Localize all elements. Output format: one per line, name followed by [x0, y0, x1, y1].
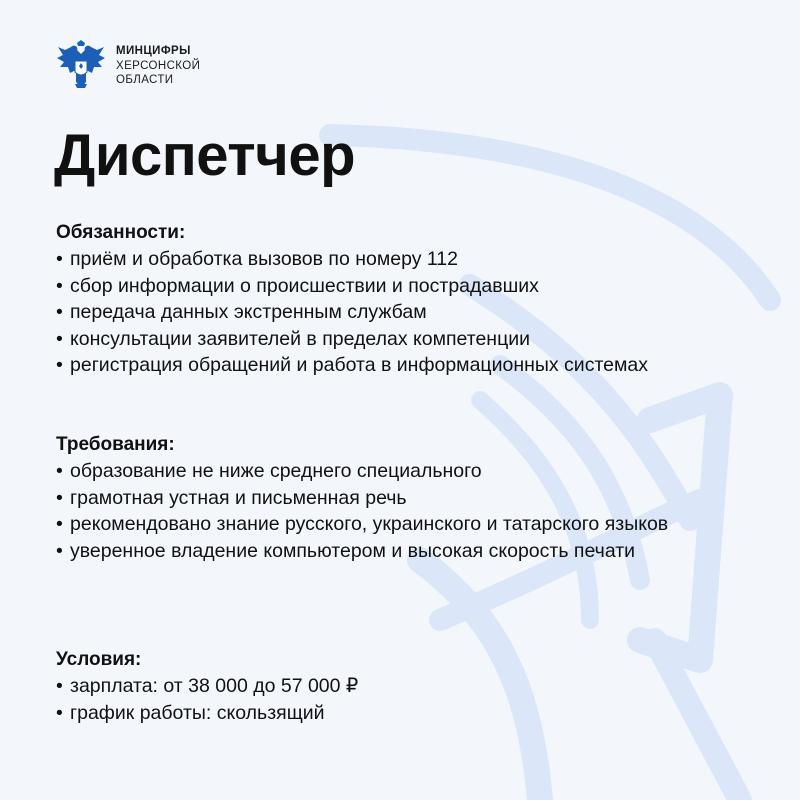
list-item: • рекомендовано знание русского, украинского и татарского языков [56, 511, 746, 538]
list-item: • приём и обработка вызовов по номеру 112 [56, 246, 746, 273]
list-item: • образование не ниже среднего специального [56, 458, 746, 485]
ministry-logo [54, 38, 200, 92]
conditions-heading: Условия: [56, 649, 142, 670]
duties-list [56, 246, 746, 379]
double-headed-eagle-emblem-icon [54, 38, 108, 92]
logo-text [116, 44, 200, 87]
requirements-section [56, 432, 746, 564]
list-item: • график работы: скользящий [56, 700, 746, 727]
requirements-heading: Требования: [56, 434, 175, 455]
logo-region-line: ХЕРСОНСКОЙ [116, 59, 201, 72]
list-item: • передача данных экстренным службам [56, 299, 746, 326]
list-item: • грамотная устная и письменная речь [56, 485, 746, 512]
conditions-section [56, 647, 746, 726]
list-item: • регистрация обращений и работа в информационных системах [56, 352, 746, 379]
duties-section [56, 220, 746, 379]
page-title: Диспетчер [54, 123, 356, 188]
duties-heading: Обязанности: [56, 222, 186, 243]
logo-ministry-name: МИНЦИФРЫ [116, 44, 191, 57]
conditions-list [56, 673, 746, 726]
logo-oblast-line: ОБЛАСТИ [116, 73, 174, 86]
list-item: • зарплата: от 38 000 до 57 000 ₽ [56, 673, 746, 700]
requirements-list [56, 458, 746, 564]
list-item: • консультации заявителей в пределах компетенции [56, 326, 746, 353]
list-item: • сбор информации о происшествии и пострадавших [56, 273, 746, 300]
list-item: • уверенное владение компьютером и высокая скорость печати [56, 538, 746, 565]
